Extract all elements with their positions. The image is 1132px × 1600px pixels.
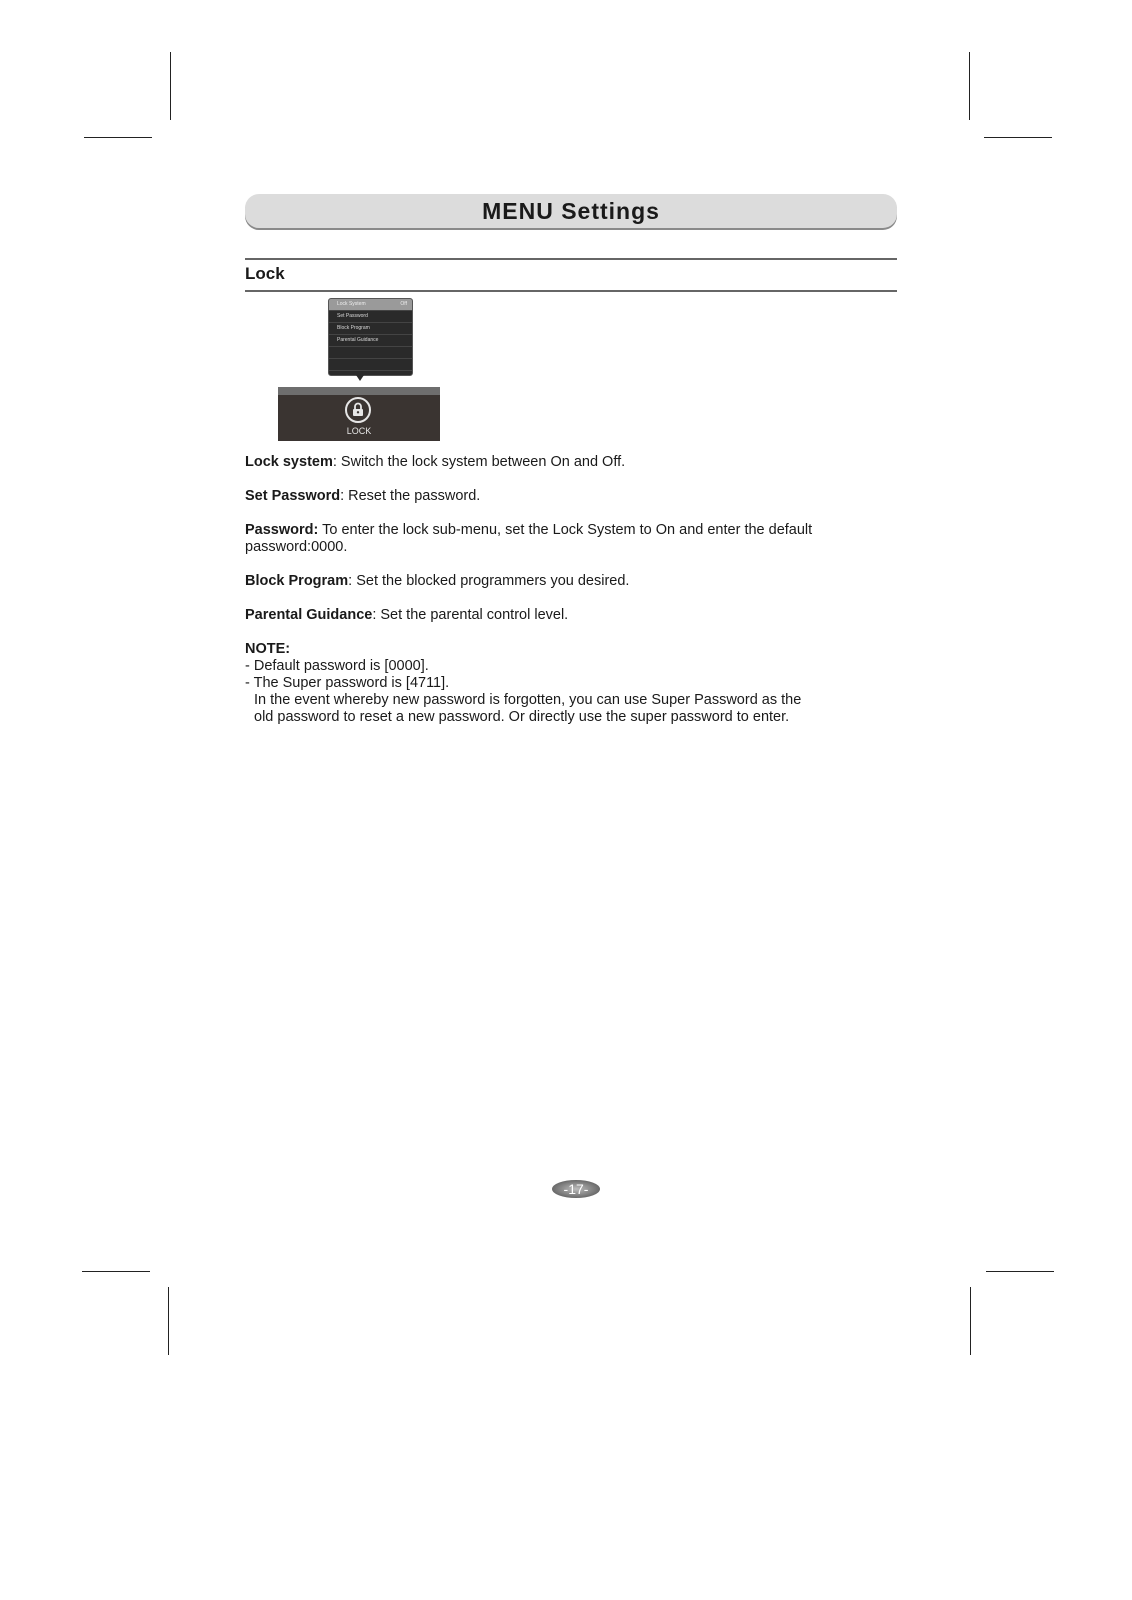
osd-item-block-program — [329, 323, 412, 335]
page-title: MENU Settings — [482, 198, 660, 224]
note-line: - Default password is [0000]. — [245, 658, 429, 674]
desc-set-password — [245, 488, 865, 505]
term: Block Program — [245, 573, 349, 589]
desc-password — [245, 522, 865, 556]
note-heading: NOTE: — [245, 641, 291, 657]
desc-block-program — [245, 573, 865, 590]
crop-mark — [82, 1271, 150, 1272]
term: Parental Guidance — [245, 607, 373, 623]
term: Set Password — [245, 488, 341, 504]
note-block — [245, 641, 865, 726]
osd-empty-row — [329, 359, 412, 371]
lock-icon-label: LOCK — [346, 426, 372, 436]
crop-mark — [970, 1287, 971, 1355]
lock-osd-menu — [328, 298, 413, 376]
definition: : Set the parental control level. — [372, 607, 569, 623]
crop-mark — [168, 1287, 169, 1355]
osd-item-label: Parental Guidance — [337, 337, 379, 343]
crop-mark — [170, 52, 171, 120]
crop-mark — [984, 137, 1052, 138]
term: Lock system — [245, 454, 333, 470]
definition: : Switch the lock system between On and Off. — [332, 454, 626, 470]
osd-empty-row — [329, 347, 412, 359]
header-banner — [245, 194, 897, 228]
definition: To enter the lock sub-menu, set the Lock System to On and enter the default password:0000. — [245, 522, 813, 555]
osd-category-bar — [278, 387, 440, 441]
desc-parental-guidance — [245, 607, 865, 624]
section-heading — [245, 258, 897, 292]
note-line: In the event whereby new password is forgotten, you can use Super Password as the — [254, 692, 802, 708]
page-number: -17- — [552, 1180, 600, 1198]
note-line: old password to reset a new password. Or directly use the super password to enter. — [254, 709, 790, 725]
osd-item-value: Off — [400, 301, 407, 307]
term: Password: — [245, 522, 319, 538]
osd-bar-strip — [278, 387, 440, 395]
lock-icon — [345, 397, 371, 423]
desc-lock-system — [245, 454, 865, 471]
definition: : Set the blocked programmers you desired. — [348, 573, 630, 589]
definition: : Reset the password. — [340, 488, 481, 504]
osd-item-label: Lock System — [337, 301, 366, 307]
crop-mark — [986, 1271, 1054, 1272]
osd-item-set-password — [329, 311, 412, 323]
crop-mark — [969, 52, 970, 120]
section-title: Lock — [245, 264, 285, 283]
note-line: - The Super password is [4711]. — [245, 675, 450, 691]
osd-pointer-arrow — [356, 375, 364, 381]
osd-item-lock-system — [329, 299, 412, 311]
osd-item-label: Set Password — [337, 313, 368, 319]
osd-item-parental-guidance — [329, 335, 412, 347]
crop-mark — [84, 137, 152, 138]
osd-item-label: Block Program — [337, 325, 370, 331]
